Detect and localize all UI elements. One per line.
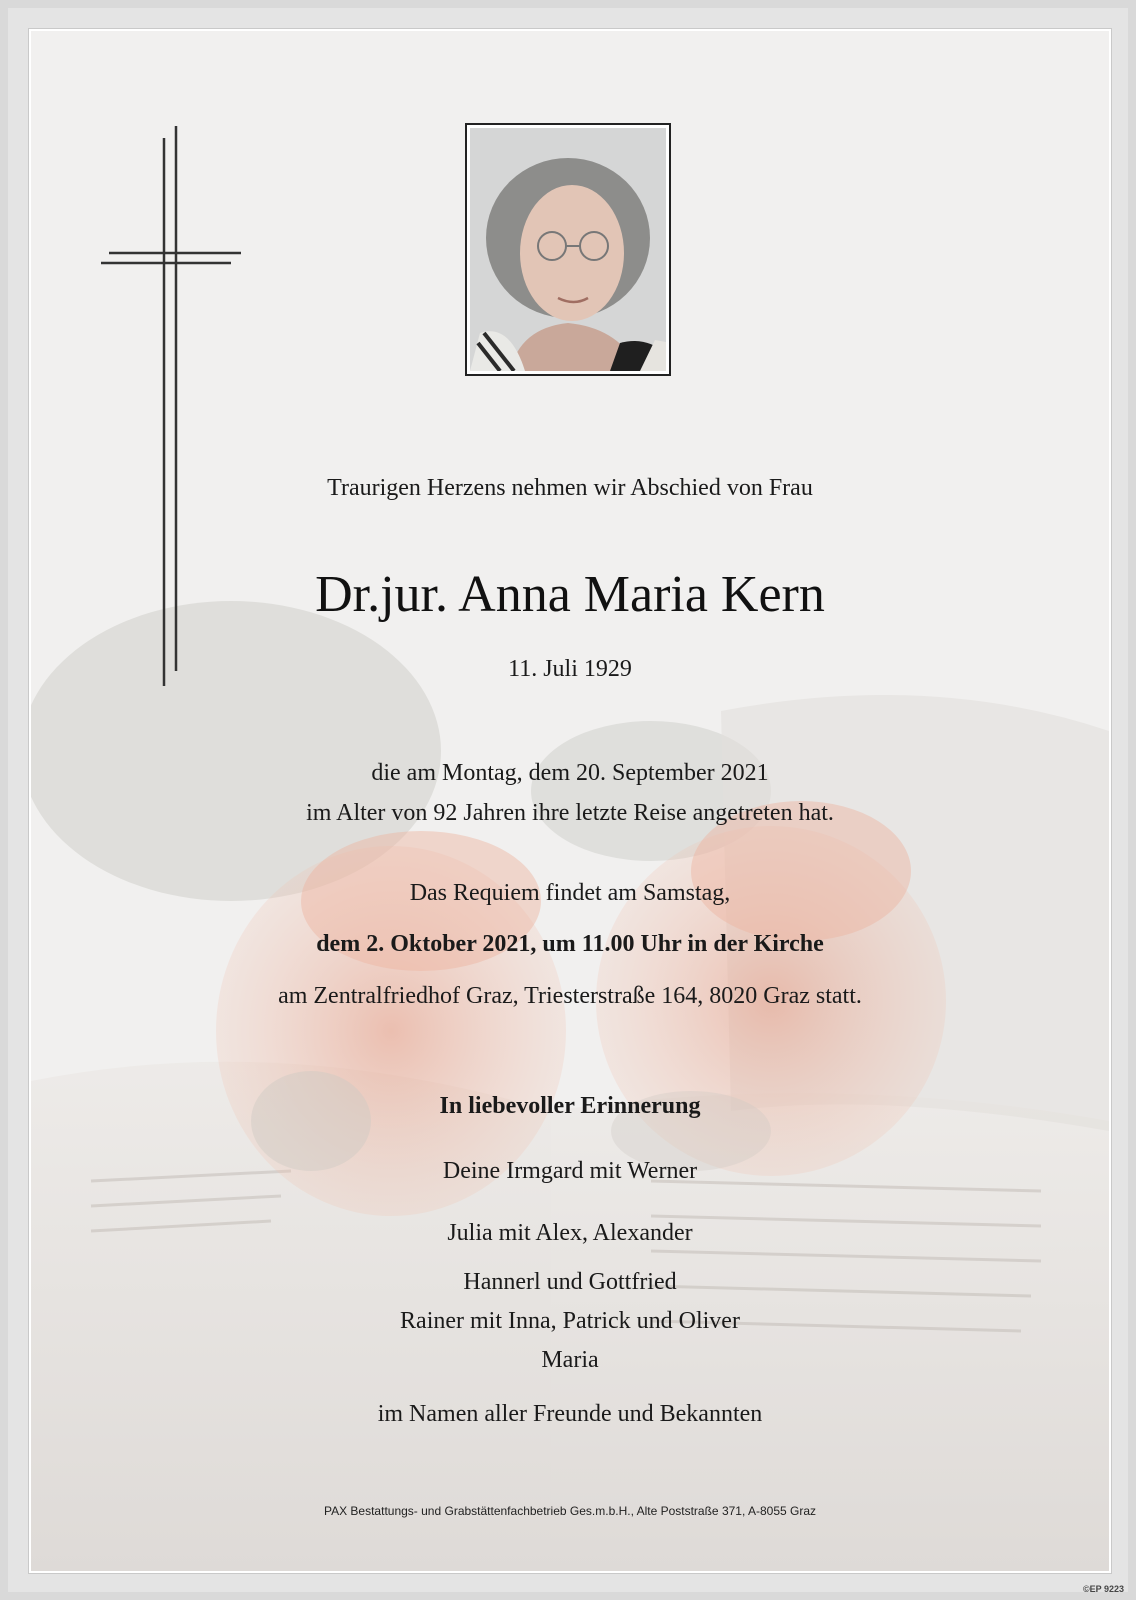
requiem-line-1: Das Requiem findet am Samstag, [409, 880, 731, 906]
birth-date: 11. Juli 1929 [508, 656, 632, 682]
funeral-home-footer: PAX Bestattungs- und Grabstättenfachbetrieb Ges.m.b.H., Alte Poststraße 371, A-8055 Graz [323, 1504, 817, 1518]
family-line: Deine Irmgard mit Werner [442, 1158, 698, 1184]
portrait-photo [465, 123, 671, 376]
obituary-card [29, 29, 1111, 1573]
double-line-cross-icon [101, 126, 251, 726]
family-line: im Namen aller Freunde und Bekannten [377, 1401, 763, 1427]
intro-text: Traurigen Herzens nehmen wir Abschied von Frau [327, 475, 813, 501]
family-line: Hannerl und Gottfried [463, 1269, 677, 1295]
family-line: Rainer mit Inna, Patrick und Oliver [400, 1308, 740, 1334]
requiem-date-time: dem 2. Oktober 2021, um 11.00 Uhr in der Kirche [316, 931, 824, 957]
death-date-line: die am Montag, dem 20. September 2021 [371, 760, 769, 786]
memory-title: In liebevoller Erinnerung [439, 1093, 701, 1119]
deceased-name: Dr.jur. Anna Maria Kern [315, 566, 825, 623]
family-line: Julia mit Alex, Alexander [447, 1220, 693, 1246]
family-line: Maria [541, 1347, 599, 1373]
template-code: ©EP 9223 [1083, 1584, 1124, 1594]
requiem-location: am Zentralfriedhof Graz, Triesterstraße 164, 8020 Graz statt. [278, 983, 862, 1009]
age-line: im Alter von 92 Jahren ihre letzte Reise angetreten hat. [306, 800, 834, 826]
